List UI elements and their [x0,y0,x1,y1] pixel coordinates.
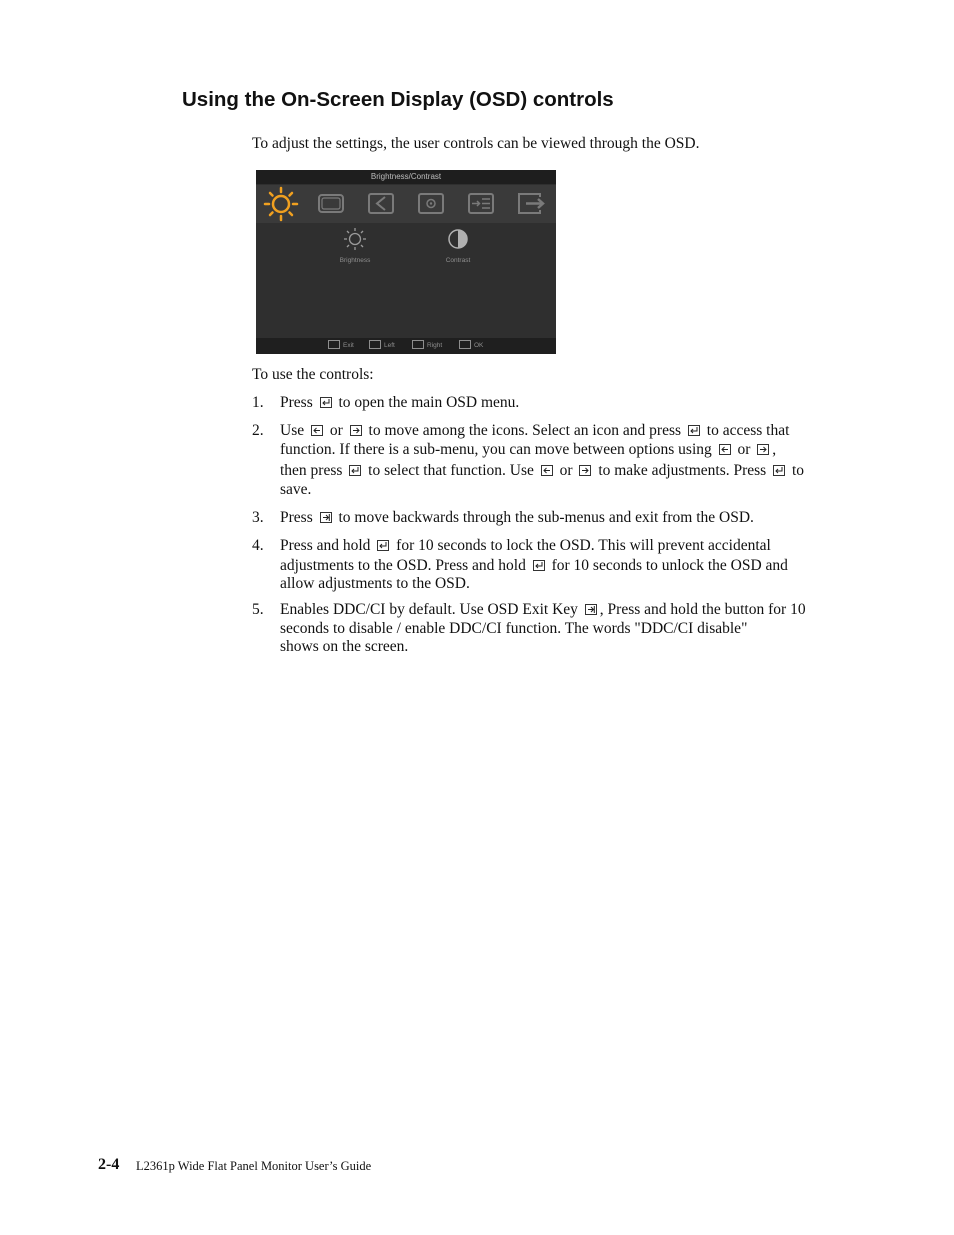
right-key-icon [412,340,424,349]
item-text: Press [280,509,317,526]
item-text: seconds to disable / enable DDC/CI function. The words "DDC/CI disable" [280,619,748,637]
item-text: to move among the icons. Select an icon and press [364,422,685,439]
osd-title: Brightness/Contrast [256,170,556,184]
item-body [280,394,860,413]
osd-foot-label: Left [384,342,395,350]
enter-key-icon [533,560,545,571]
enter-key-icon [773,465,785,476]
item-text: shows on the screen. [280,638,409,655]
settings-icon [406,185,456,223]
osd-foot-label: Exit [343,342,354,350]
item-text: or [555,462,577,479]
item-text: to move backwards through the sub-menus and exit from the OSD. [334,509,754,526]
options-icon [456,185,506,223]
item-text: allow adjustments to the OSD. [280,575,470,592]
contrast-icon [445,226,471,252]
osd-foot-right [412,341,442,351]
right-key-icon [579,465,591,476]
item-body [280,601,860,657]
item-line [280,601,860,620]
enter-key-icon [349,465,361,476]
item-line [280,422,860,441]
item-line [280,509,860,528]
osd-sub-label: Brightness [339,257,371,264]
item-line [280,575,860,594]
osd-foot-exit [328,341,354,351]
right-key-icon [757,444,769,455]
item-body [280,537,860,594]
item-line [280,462,860,481]
left-key-icon [369,340,381,349]
item-line [280,537,860,556]
item-text: function. If there is a sub-menu, you can move between options using [280,440,716,458]
osd-sub-contrast [418,226,498,264]
left-key-icon [311,425,323,436]
item-text: , Press and hold the button for 10 [599,601,806,618]
osd-foot-left [369,341,395,351]
item-line [280,441,860,460]
item-body [280,422,860,499]
brightness-icon [256,185,306,223]
item-body [280,509,860,528]
right-key-icon [350,425,362,436]
image-icon [306,185,356,223]
item-line [280,557,860,576]
left-key-icon [719,444,731,455]
enter-key-icon [688,425,700,436]
item-text: adjustments to the OSD. Press and hold [280,556,530,574]
item-number: 5. [252,601,264,618]
item-number: 4. [252,537,264,554]
enter-key-icon [377,540,389,551]
item-text: Enables DDC/CI by default. Use OSD Exit Key [280,601,582,618]
osd-screenshot [256,170,556,354]
item-text: or [325,422,347,439]
to-use-text: To use the controls: [252,366,374,383]
exit-key-icon [328,340,340,349]
item-text: or [733,440,755,458]
osd-footer-bar [256,338,556,354]
item-text: Press [280,394,317,411]
exit-key-icon [585,604,597,615]
item-text: to open the main OSD menu. [334,394,520,411]
osd-icon-bar [256,185,556,223]
item-text: to make adjustments. Press [594,462,771,479]
page-number: 2-4 [98,1156,120,1173]
item-text: Use [280,422,308,439]
left-key-icon [541,465,553,476]
item-text: to [788,462,805,479]
item-line [280,620,860,639]
item-number: 1. [252,394,264,411]
item-line [280,394,860,413]
osd-sub-label: Contrast [445,257,471,264]
item-line [280,638,860,657]
osd-foot-label: Right [427,342,443,350]
enter-key-icon [320,397,332,408]
item-text: for 10 seconds to unlock the OSD and [547,556,788,574]
exit-key-icon [320,512,332,523]
osd-foot-label: OK [474,342,484,350]
item-number: 2. [252,422,264,439]
intro-text: To adjust the settings, the user controls can be viewed through the OSD. [252,135,700,152]
item-text: Press and hold [280,537,375,554]
item-text: to access that [702,422,790,439]
input-icon [356,185,406,223]
sun-icon [342,226,368,252]
item-text: to select that function. Use [364,462,538,479]
item-text: , [772,440,777,458]
osd-foot-ok [459,341,483,351]
document-title: L2361p Wide Flat Panel Monitor User’s Guide [136,1159,372,1173]
item-text: for 10 seconds to lock the OSD. This will prevent accidental [392,537,771,554]
osd-sub-brightness [315,226,395,264]
item-text: save. [280,480,312,498]
item-line [280,481,860,500]
exit-icon [506,185,556,223]
item-text: then press [280,462,347,479]
enter-key-icon [459,340,471,349]
item-number: 3. [252,509,264,526]
section-heading: Using the On-Screen Display (OSD) controls [182,88,614,111]
